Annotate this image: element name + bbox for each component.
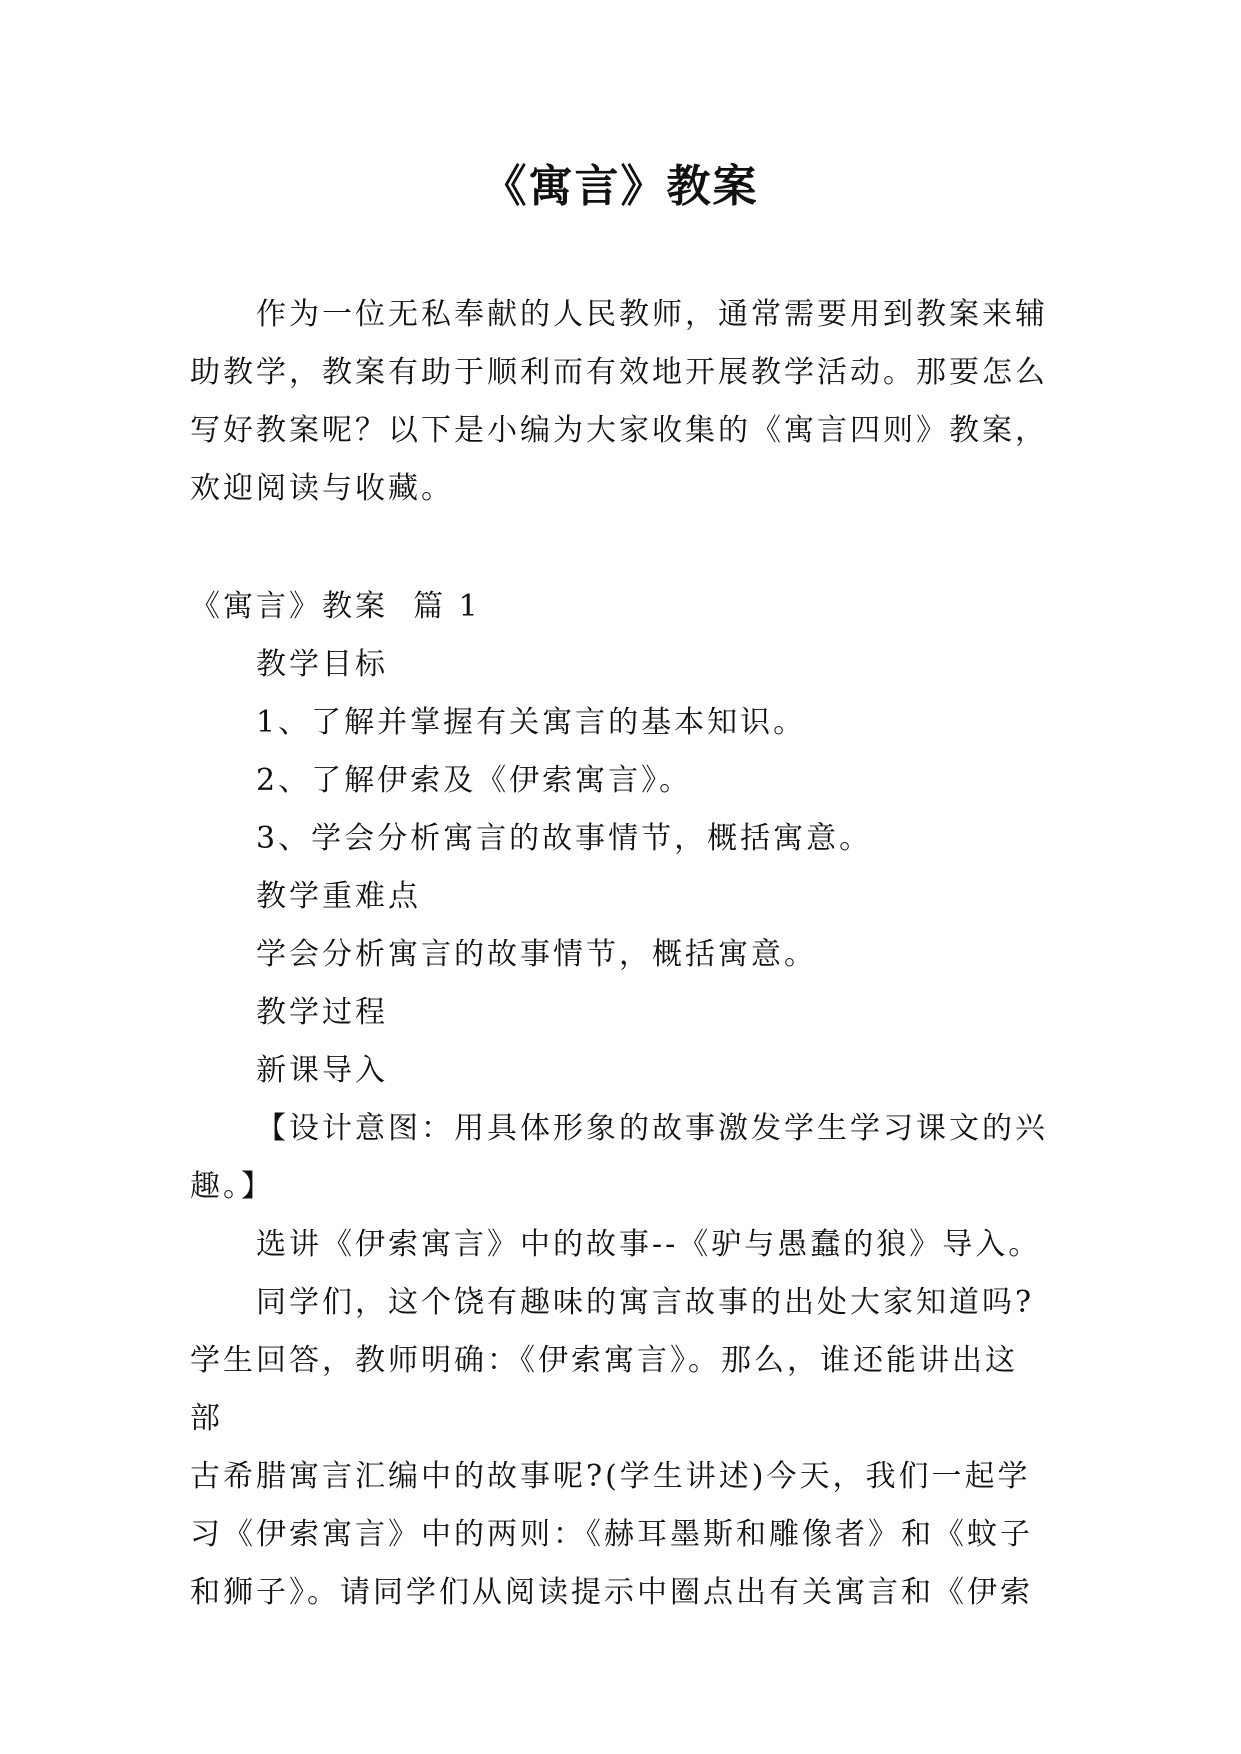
discussion-line: 同学们，这个饶有趣味的寓言故事的出处大家知道吗? — [256, 1285, 1035, 1320]
design-note-line: 【设计意图：用具体形象的故事激发学生学习课文的兴 — [256, 1111, 1048, 1146]
heading-new-lesson: 新课导入 — [256, 1053, 388, 1088]
intro-line: 写好教案呢？以下是小编为大家收集的《寓言四则》教案， — [190, 413, 1048, 448]
heading-teaching-process: 教学过程 — [256, 995, 388, 1030]
intro-line: 作为一位无私奉献的人民教师，通常需要用到教案来辅 — [256, 297, 1048, 332]
goal-item: 1、了解并掌握有关寓言的基本知识。 — [256, 705, 807, 740]
intro-line: 助教学，教案有助于顺利而有效地开展教学活动。那要怎么 — [190, 355, 1048, 390]
heading-key-points: 教学重难点 — [256, 879, 421, 914]
discussion-line: 古希腊寓言汇编中的故事呢?(学生讲述)今天，我们一起学 — [190, 1459, 1031, 1494]
heading-teaching-goals: 教学目标 — [256, 647, 388, 682]
document-title: 《寓言》教案 — [482, 161, 759, 212]
design-note-line: 趣。】 — [190, 1169, 274, 1204]
intro-line: 欢迎阅读与收藏。 — [190, 471, 454, 506]
key-point-text: 学会分析寓言的故事情节，概括寓意。 — [256, 937, 817, 972]
intro-paragraph — [190, 286, 1050, 518]
discussion-line: 和狮子》。请同学们从阅读提示中圈点出有关寓言和《伊索 — [190, 1575, 1033, 1610]
discussion-line: 学生回答，教师明确：《伊索寓言》。那么，谁还能讲出这部 — [190, 1343, 1018, 1436]
story-intro: 选讲《伊索寓言》中的故事--《驴与愚蠢的狼》导入。 — [256, 1227, 1042, 1262]
lesson-section — [190, 578, 1050, 1622]
section-heading: 《寓言》教案 篇 1 — [190, 589, 481, 624]
goal-item: 3、学会分析寓言的故事情节，概括寓意。 — [256, 821, 873, 856]
goal-item: 2、了解伊索及《伊索寓言》。 — [256, 763, 693, 798]
discussion-line: 习《伊索寓言》中的两则：《赫耳墨斯和雕像者》和《蚊子 — [190, 1517, 1033, 1552]
